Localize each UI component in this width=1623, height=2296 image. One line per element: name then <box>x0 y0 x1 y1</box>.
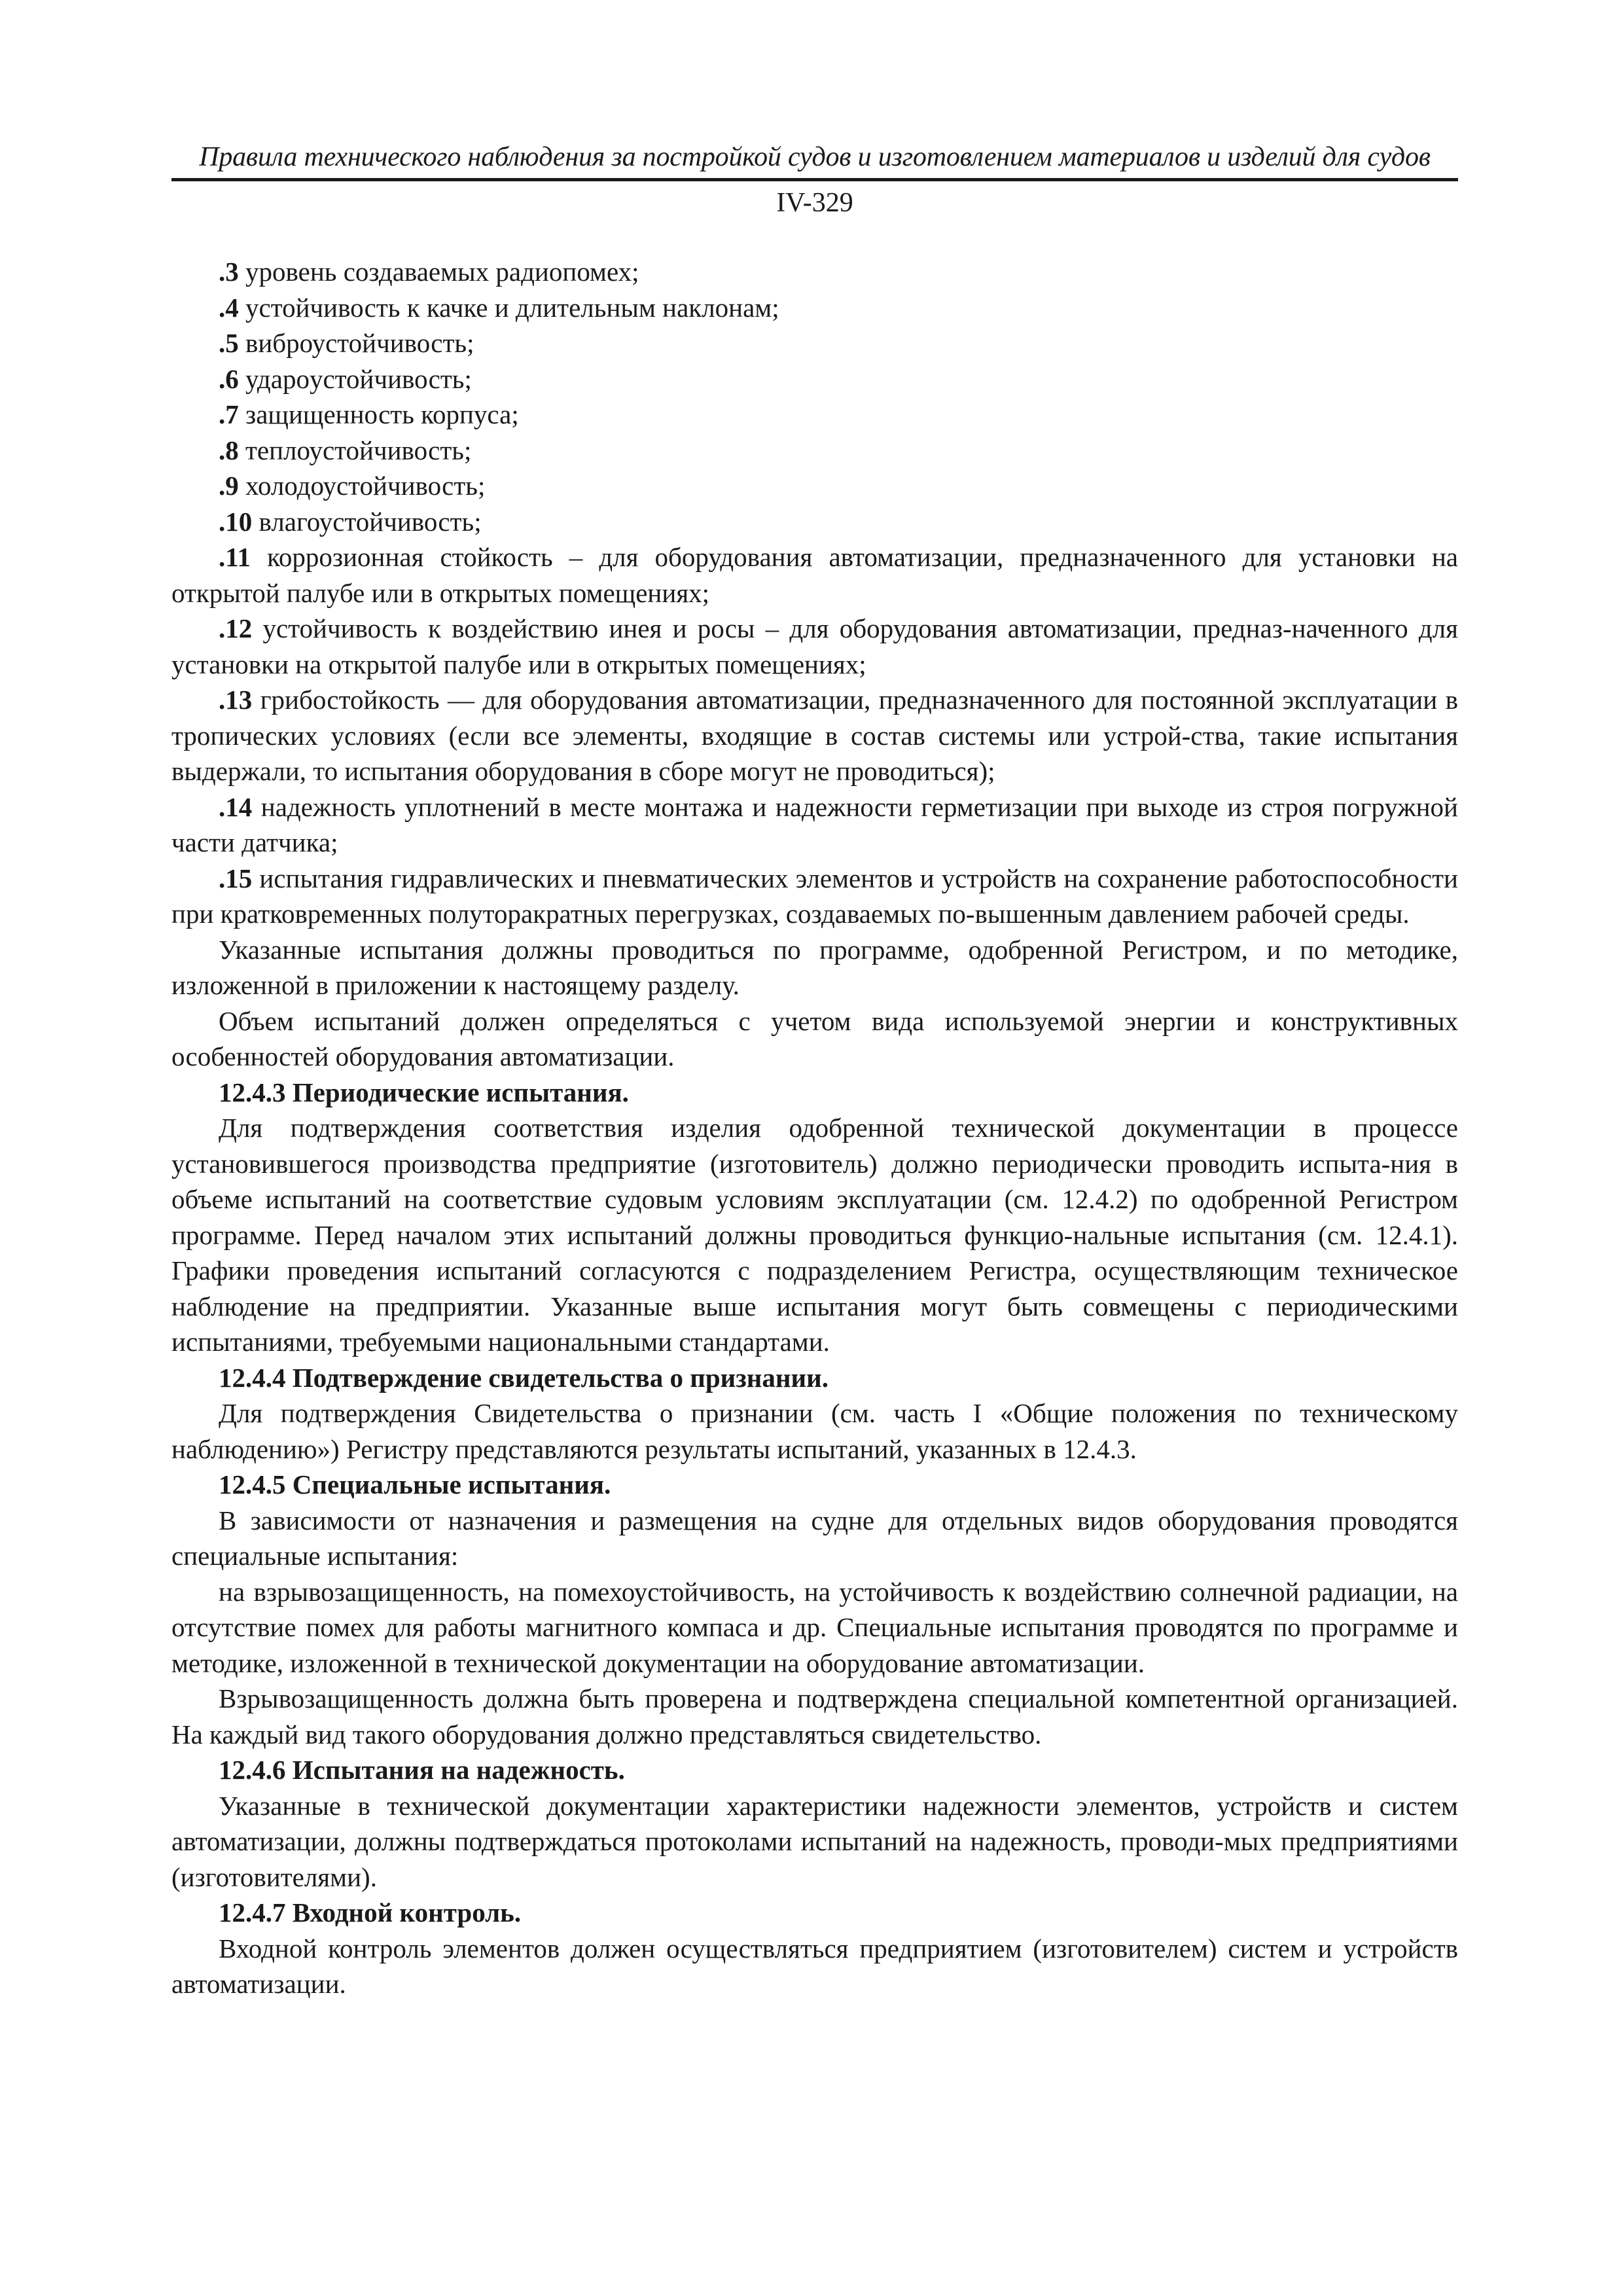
list-item <box>171 861 1458 932</box>
item-number: .5 <box>219 328 239 358</box>
item-text: ударoустойчивость; <box>245 363 472 394</box>
list-item <box>171 254 1458 290</box>
item-text: устойчивость к качке и длительным наклонам; <box>245 292 779 323</box>
paragraph: Входной контроль элементов должен осуществляться предприятием (изготовителем) систем и устройств автоматизации. <box>171 1933 1458 1999</box>
paragraph: Для подтверждения Свидетельства о признании (см. часть I «Общие положения по техническому наблюдению») Регистру представляются результаты испытаний, указанных в 12.4.3. <box>171 1398 1458 1464</box>
header-rule <box>171 178 1458 181</box>
item-number: .13 <box>219 685 253 715</box>
item-text: устойчивость к воздействию инея и росы – для оборудования автоматизации, предназ-наченного для установки на открытой палубе или в открытых помещениях; <box>171 613 1458 679</box>
item-number: .9 <box>219 471 239 501</box>
item-text: теплоустойчивость; <box>245 435 472 465</box>
list-item <box>171 539 1458 611</box>
item-number: .4 <box>219 292 239 323</box>
item-text: влагоустойчивость; <box>259 506 482 537</box>
section-heading-12-4-6: 12.4.6 Испытания на надежность. <box>219 1755 625 1785</box>
list-item <box>171 325 1458 361</box>
list-item <box>171 397 1458 433</box>
list-item <box>171 290 1458 326</box>
list-item <box>171 361 1458 397</box>
item-text: защищенность корпуса; <box>245 399 519 429</box>
item-number: .3 <box>219 257 239 287</box>
paragraph: на взрывозащищенность, на помехоустойчивость, на устойчивость к воздействию солнечной радиации, на отсутствие помех для работы магнитного компаса и др. Специальные испытания проводятся по программе и методике, изложенной в технической документации на оборудование автоматизации. <box>171 1576 1458 1678</box>
paragraph: Указанные испытания должны проводиться по программе, одобренной Регистром, и по методике, изложенной в приложении к настоящему разделу. <box>171 934 1458 1000</box>
item-number: .11 <box>219 542 251 572</box>
page-number: IV-329 <box>776 188 853 218</box>
item-number: .15 <box>219 863 253 893</box>
list-item <box>171 468 1458 504</box>
paragraph: В зависимости от назначения и размещения на судне для отдельных видов оборудования проводятся специальные испытания: <box>171 1505 1458 1571</box>
paragraph: Для подтверждения соответствия изделия одобренной технической документации в процессе установившегося производства предприятие (изготовитель) должно периодически проводить испыта-ния в объеме испытаний на соответствие судовым условиям эксплуатации (см. 12.4.2) по одобренной Регистром программе. Перед началом этих испытаний должны проводиться функцио-нальные испытания (см. 12.4.1). Графики проведения испытаний согласуются с подразделением Регистра, осуществляющим техническое наблюдение на предприятии. Указанные выше испытания могут быть совмещены с периодическими испытаниями, требуемыми национальными стандартами. <box>171 1113 1458 1357</box>
section-heading-12-4-3: 12.4.3 Периодические испытания. <box>219 1077 629 1107</box>
list-item <box>171 611 1458 682</box>
section-heading-12-4-7: 12.4.7 Входной контроль. <box>219 1897 522 1928</box>
item-number: .14 <box>219 791 253 822</box>
item-number: .6 <box>219 363 239 394</box>
list-item <box>171 504 1458 540</box>
item-text: надежность уплотнений в месте монтажа и надежности герметизации при выходе из строя погружной части датчика; <box>171 791 1459 857</box>
section-heading-12-4-4: 12.4.4 Подтверждение свидетельства о признании. <box>219 1362 829 1393</box>
item-text: коррозионная стойкость – для оборудования автоматизации, предназначенного для установки на открытой палубе или в открытых помещениях; <box>171 542 1459 608</box>
paragraph: Указанные в технической документации характеристики надежности элементов, устройств и систем автоматизации, должны подтверждаться протоколами испытаний на надежность, проводи-мых предприятиями (изготовителями). <box>171 1790 1458 1892</box>
item-number: .7 <box>219 399 239 429</box>
running-header: Правила технического наблюдения за постройкой судов и изготовлением материалов и изделий для судов <box>199 142 1431 172</box>
list-item <box>171 682 1458 789</box>
item-text: холодоустойчивость; <box>245 471 486 501</box>
list-item <box>171 433 1458 469</box>
item-number: .8 <box>219 435 239 465</box>
item-text: уровень создаваемых радиопомех; <box>245 257 639 287</box>
item-number: .10 <box>219 506 253 537</box>
list-item <box>171 789 1458 861</box>
body-text <box>171 254 1458 2002</box>
item-text: виброустойчивость; <box>245 328 474 358</box>
item-text: испытания гидравлических и пневматических элементов и устройств на сохранение работоспособности при кратковременных полуторакратных перегрузках, создаваемых по-вышенным давлением рабочей среды. <box>171 863 1458 929</box>
paragraph: Объем испытаний должен определяться с учетом вида используемой энергии и конструктивных особенностей оборудования автоматизации. <box>171 1005 1458 1071</box>
item-text: грибостойкость — для оборудования автоматизации, предназначенного для постоянной эксплуатации в тропических условиях (если все элементы, входящие в состав системы или устрой-ства, такие испытания выдержали, то испытания оборудования в сборе могут не проводиться); <box>171 685 1458 786</box>
section-heading-12-4-5: 12.4.5 Специальные испытания. <box>219 1469 611 1499</box>
item-number: .12 <box>219 613 253 643</box>
paragraph: Взрывозащищенность должна быть проверена и подтверждена специальной компетентной организацией. На каждый вид такого оборудования должно представляться свидетельство. <box>171 1683 1458 1749</box>
